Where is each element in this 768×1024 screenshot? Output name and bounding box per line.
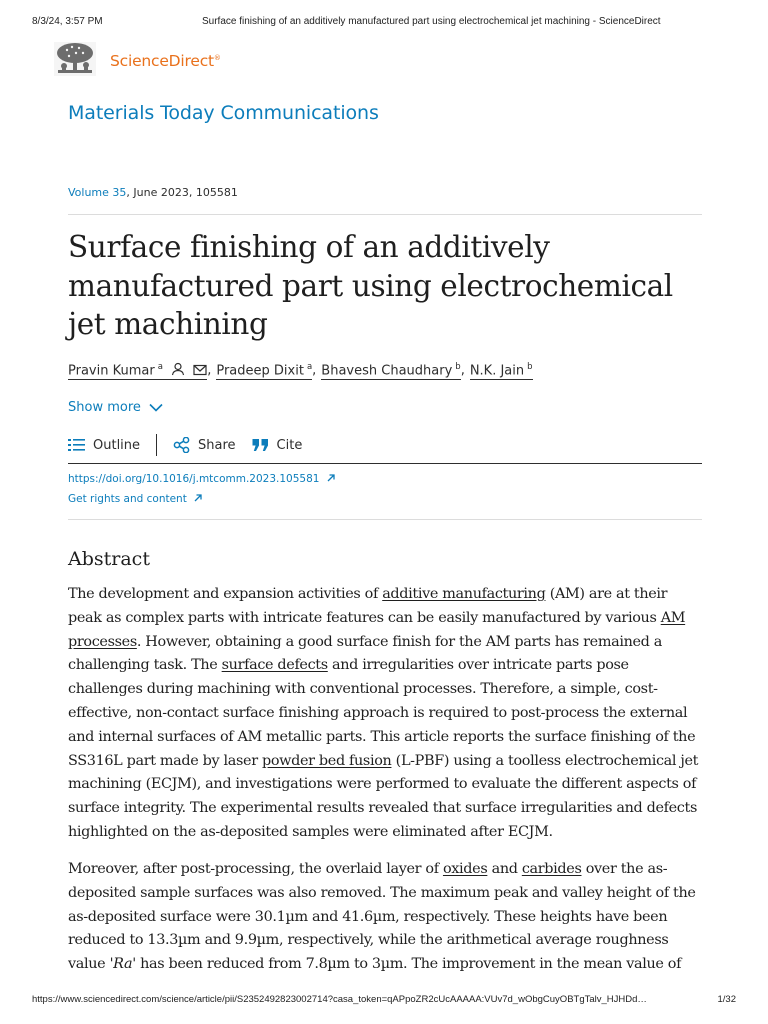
author-list: Pravin Kumar $^a$ , Pradeep Dixit $^a$ , Bhavesh Chaudhary $^b$ , N.K. Jain $^b$ [68,362,533,379]
glossary-link[interactable]: carbides [521,861,582,877]
glossary-link[interactable]: oxides [442,861,488,877]
print-footer [32,994,736,1008]
author-pravin-kumar[interactable]: Pravin Kumar $^a$ [68,362,207,380]
share-label: Share [198,437,236,453]
glossary-link[interactable]: additive manufacturing [382,586,546,602]
brand-name: ScienceDirect® [110,52,221,70]
author-nk-jain[interactable]: N.K. Jain $^b$ [469,362,533,379]
sciencedirect-logo[interactable] [52,40,228,80]
outline-label: Outline [93,437,141,453]
abstract-text: and irregularities over intricate parts pose challenges during machining with conventional processes. Therefore, a simple, cost-effective, non-contact surface finishing approach is required to post-process the external and internal surfaces of AM metallic parts. This article reports the surface finishing of the SS316L part made by laser [68,657,696,769]
abstract-text: (AM) are at their peak as complex parts with intricate features can be easily manufactured by various [68,586,668,626]
print-header [32,16,736,30]
abstract-text: and [487,861,522,877]
abstract-text: has been reduced from 7.8µm to 3µm. The improvement in the mean value of [135,956,682,973]
abstract-text: over the as-deposited sample surfaces was also removed. The maximum peak and valley height of the as-deposited surface were 30.1µm and 41.6µm, respectively. These heights have been reduced to 13.3µm and 9.9µm, respectively, while the arithmetical average roughness value [68,861,696,973]
share-button[interactable] [173,437,236,453]
article-toolbar [68,434,302,456]
issue-details: , June 2023, 105581 [126,186,238,199]
share-icon [173,437,190,453]
glossary-link[interactable]: powder bed fusion [261,752,392,769]
abstract-heading: Abstract [68,548,150,570]
glossary-link[interactable]: surface defects [221,657,328,674]
person-icon [171,362,185,376]
glossary-link[interactable]: AM processes [68,609,686,650]
divider [68,519,702,520]
article-title: Surface finishing of an additively manufactured part using electrochemical jet machining [68,230,673,341]
divider [68,214,702,215]
chevron-down-icon [149,403,163,412]
issue-info [68,186,238,199]
cite-button[interactable] [252,438,303,453]
journal-title[interactable]: Materials Today Communications [68,102,379,124]
abstract-text: Moreover, after post-processing, the overlaid layer of [68,861,443,877]
print-url: https://www.sciencedirect.com/science/article/pii/S2352492823002714?casa_token=qAPpoZR2cUcAAAAA:VUv7d_wObgCuyOBTgTalv_HJHDd… [32,994,647,1005]
external-arrow-icon [194,494,202,502]
list-icon [68,438,85,452]
abstract-text: . However, obtaining a good surface finish for the AM parts has remained a challenging task. The [68,633,662,674]
outline-button[interactable] [68,438,140,453]
author-pradeep-dixit[interactable]: Pradeep Dixit $^a$ [216,362,313,379]
abstract-text: The development and expansion activities of [68,586,383,602]
show-more-button[interactable] [68,400,163,415]
doi-link[interactable]: https://doi.org/10.1016/j.mtcomm.2023.105581 [68,473,335,485]
abstract-paragraph-1 [68,583,704,845]
envelope-icon [193,364,207,376]
quote-icon [252,438,269,452]
abstract-text: (L-PBF) using a toolless electrochemical jet machining (ECJM), and investigations were performed to evaluate the different aspects of surface integrity. The experimental results revealed that surface irregularities and defects highlighted on the as-deposited samples were eliminated after ECJM. [68,752,699,840]
toolbar-separator [156,434,157,456]
print-page-title: Surface finishing of an additively manufactured part using electrochemical jet machining - ScienceDirect [202,16,661,27]
author-bhavesh-chaudhary[interactable]: Bhavesh Chaudhary $^b$ [321,362,461,379]
volume-link[interactable]: Volume 35 [68,186,127,199]
external-arrow-icon [327,474,335,482]
show-more-label: Show more [68,400,141,415]
print-page-number: 1/32 [717,994,736,1005]
print-timestamp: 8/3/24, 3:57 PM [32,16,103,27]
toolbar-divider [68,463,702,464]
rights-link[interactable]: Get rights and content [68,493,202,505]
abstract-paragraph-2 [68,858,704,977]
italic-term: 'Ra' [109,956,136,973]
elsevier-tree-icon [52,40,98,78]
cite-label: Cite [276,437,303,453]
